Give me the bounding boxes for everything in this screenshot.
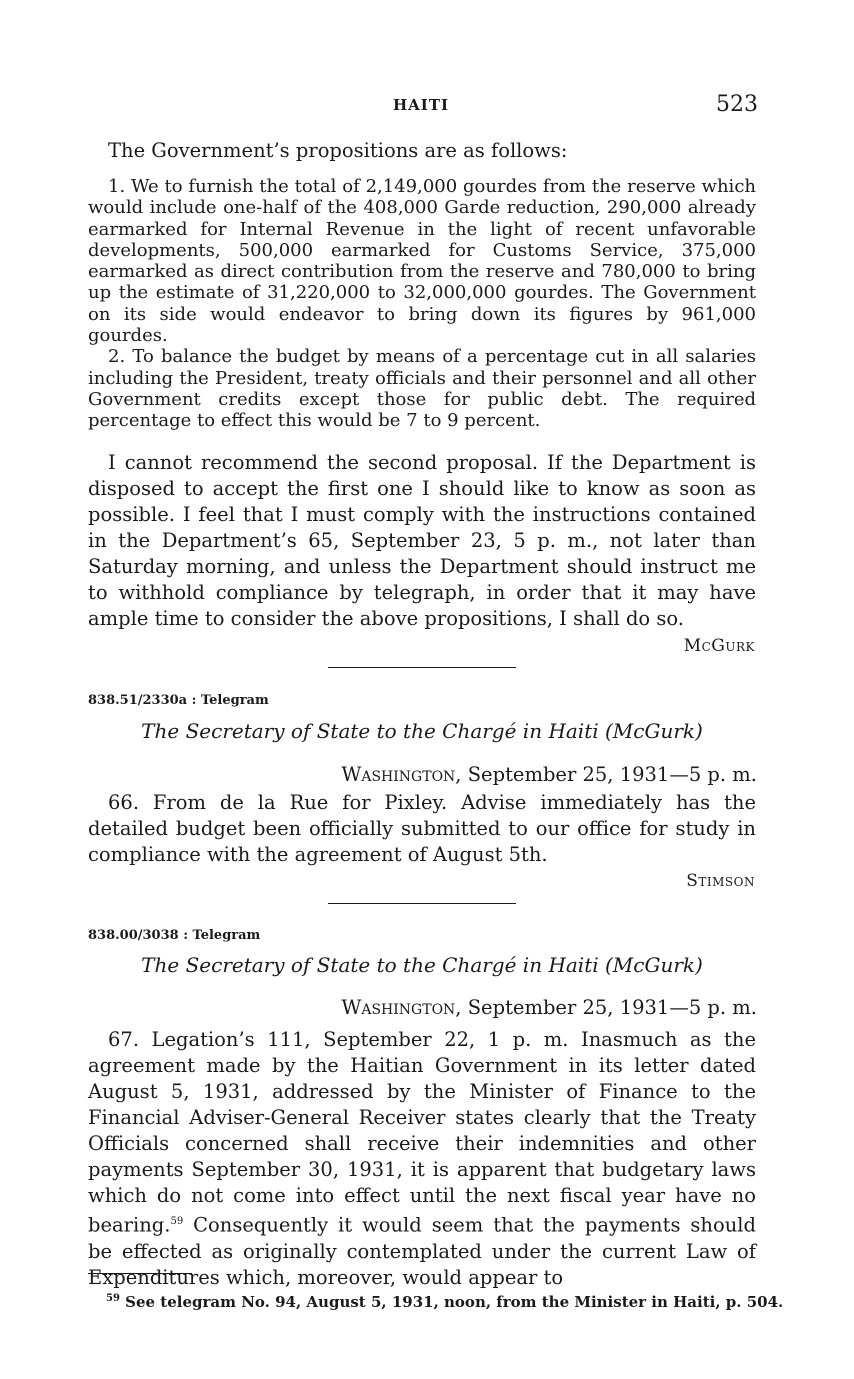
document-id: 838.00/3038 : Telegram (88, 928, 261, 943)
propositions-list (88, 176, 756, 432)
footnote-text: See telegram No. 94, August 5, 1931, noon, from the Minister in Haiti, p. 504. (119, 1293, 784, 1311)
telegram-66-body: 66. From de la Rue for Pixley. Advise immediately has the detailed budget been officially submitted to our office for study in compliance with the agreement of August 5th. (88, 791, 756, 866)
dateline-place: Washington (341, 996, 456, 1019)
recommendation-paragraph: I cannot recommend the second proposal. If the Department is disposed to accept the first one I should like to know as soon as possible. I feel that I must comply with the instructions contained in the Department’s 65, September 23, 5 p. m., not later than Saturday morning, and unless the Department should instruct me to withhold compliance by telegraph, in order that it may have ample time to consider the above propositions, I shall do so. (88, 451, 756, 630)
signature-mcgurk: McGurk (683, 636, 755, 656)
intro-block (88, 138, 756, 164)
dateline (341, 996, 757, 1019)
signature-stimson: Stimson (686, 871, 755, 891)
section-divider (328, 667, 516, 668)
footnote-marker: 59 (106, 1293, 120, 1304)
section-divider (328, 903, 516, 904)
telegram-66-block (88, 790, 756, 868)
dateline-date: , September 25, 1931—5 p. m. (455, 996, 757, 1019)
recommendation-paragraph-block (88, 450, 756, 632)
dateline-place: Washington (341, 763, 456, 786)
document-title: The Secretary of State to the Chargé in Haiti (McGurk) (141, 953, 703, 977)
footnote (106, 1293, 783, 1311)
footnote-reference: 59 (170, 1216, 184, 1227)
telegram-67-body (88, 1027, 756, 1291)
page-number: 523 (716, 92, 758, 117)
document-id: 838.51/2330a : Telegram (88, 693, 269, 708)
running-header-title: HAITI (393, 96, 450, 114)
dateline-date: , September 25, 1931—5 p. m. (455, 763, 757, 786)
proposition-1: 1. We to furnish the total of 2,149,000 gourdes from the reserve which would include one-half of the 408,000 Garde reduction, 290,000 already earmarked for Internal Revenue in the light of recent unfavorable developments, 500,000 earmarked for Customs Service, 375,000 earmarked as direct contribution from the reserve and 780,000 to bring up the estimate of 31,220,000 to 32,000,000 gourdes. The Government on its side would endeavor to bring down its figures by 961,000 gourdes. (88, 176, 756, 347)
intro-line: The Government’s propositions are as follows: (108, 139, 568, 162)
footnote-divider (88, 1273, 192, 1274)
document-title: The Secretary of State to the Chargé in Haiti (McGurk) (141, 719, 703, 743)
telegram-67-block (88, 1027, 756, 1291)
proposition-2: 2. To balance the budget by means of a percentage cut in all salaries including the President, treaty officials and their personnel and all other Government credits except those for public debt. The required percentage to effect this would be 7 to 9 percent. (88, 346, 756, 432)
telegram-67-body-part1: 67. Legation’s 111, September 22, 1 p. m. Inasmuch as the agreement made by the Haitian Government in its letter dated August 5, 1931, addressed by the Minister of Finance to the Financial Adviser-General Receiver states clearly that the Treaty Officials concerned shall receive their indemnities and other payments September 30, 1931, it is apparent that budgetary laws which do not come into effect until the next fiscal year have no bearing. (88, 1028, 756, 1237)
telegram-67-body-part2: Consequently it would seem that the payments should be effected as originally contemplated under the current Law of Expenditures which, moreover, would appear to (88, 1213, 756, 1289)
dateline (341, 763, 757, 786)
